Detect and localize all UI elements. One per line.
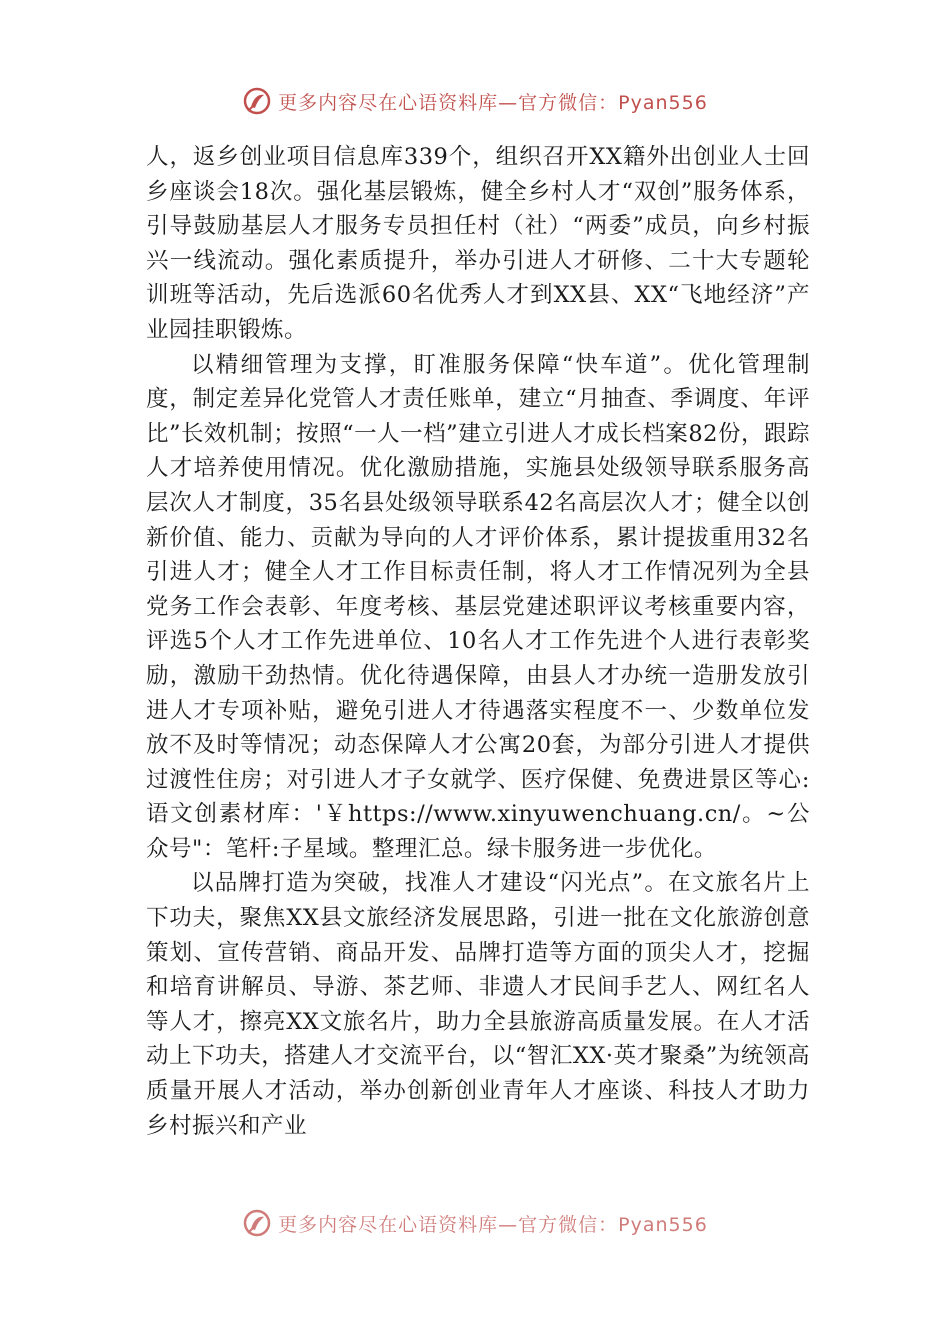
document-body (146, 140, 810, 1143)
header-banner-text: 更多内容尽在心语资料库—官方微信：Pyan556 (278, 91, 708, 114)
paragraph-continuation: 人，返乡创业项目信息库339个，组织召开XX籍外出创业人士回乡座谈会18次。强化基层锻炼，健全乡村人才“双创”服务体系，引导鼓励基层人才服务专员担任村（社）“两委”成员，向乡村振兴一线流动。强化素质提升，举办引进人才研修、二十大专题轮训班等活动，先后选派60名优秀人才到XX县、XX“飞地经济”产业园挂职锻炼。 (146, 144, 810, 343)
header-banner (0, 86, 950, 116)
footer-banner (0, 1208, 950, 1238)
footer-banner-text: 更多内容尽在心语资料库—官方微信：Pyan556 (278, 1213, 708, 1236)
paragraph-brand-building: 以品牌打造为突破，找准人才建设“闪光点”。在文旅名片上下功夫，聚焦XX县文旅经济发展思路，引进一批在文化旅游创意策划、宣传营销、商品开发、品牌打造等方面的顶尖人才，挖掘和培育讲解员、导游、茶艺师、非遗人才民间手艺人、网红名人等人才，擦亮XX文旅名片，助力全县旅游高质量发展。在人才活动上下功夫，搭建人才交流平台，以“智汇XX·英才聚桑”为统领高质量开展人才活动，举办创新创业青年人才座谈、科技人才助力乡村振兴和产业 (146, 870, 810, 1139)
paragraph-service-guarantee: 以精细管理为支撑，盯准服务保障“快车道”。优化管理制度，制定差异化党管人才责任账单，建立“月抽查、季调度、年评比”长效机制；按照“一人一档”建立引进人才成长档案82份，跟踪人才培养使用情况。优化激励措施，实施县处级领导联系服务高层次人才制度，35名县处级领导联系42名高层次人才；健全以创新价值、能力、贡献为导向的人才评价体系，累计提拔重用32名引进人才；健全人才工作目标责任制，将人才工作情况列为全县党务工作会表彰、年度考核、基层党建述职评议考核重要内容，评选5个人才工作先进单位、10名人才工作先进个人进行表彰奖励，激励干劲热情。优化待遇保障，由县人才办统一造册发放引进人才专项补贴，避免引进人才待遇落实程度不一、少数单位发放不及时等情况；动态保障人才公寓20套，为部分引进人才提供过渡性住房；对引进人才子女就学、医疗保健、免费进景区等心:语文创素材库：'￥https://www.xinyuwenchuang.cn/。~公众号"：笔杆:子星域。整理汇总。绿卡服务进一步优化。 (146, 351, 810, 862)
brand-logo-icon (242, 1208, 272, 1238)
brand-logo-icon (242, 86, 272, 116)
